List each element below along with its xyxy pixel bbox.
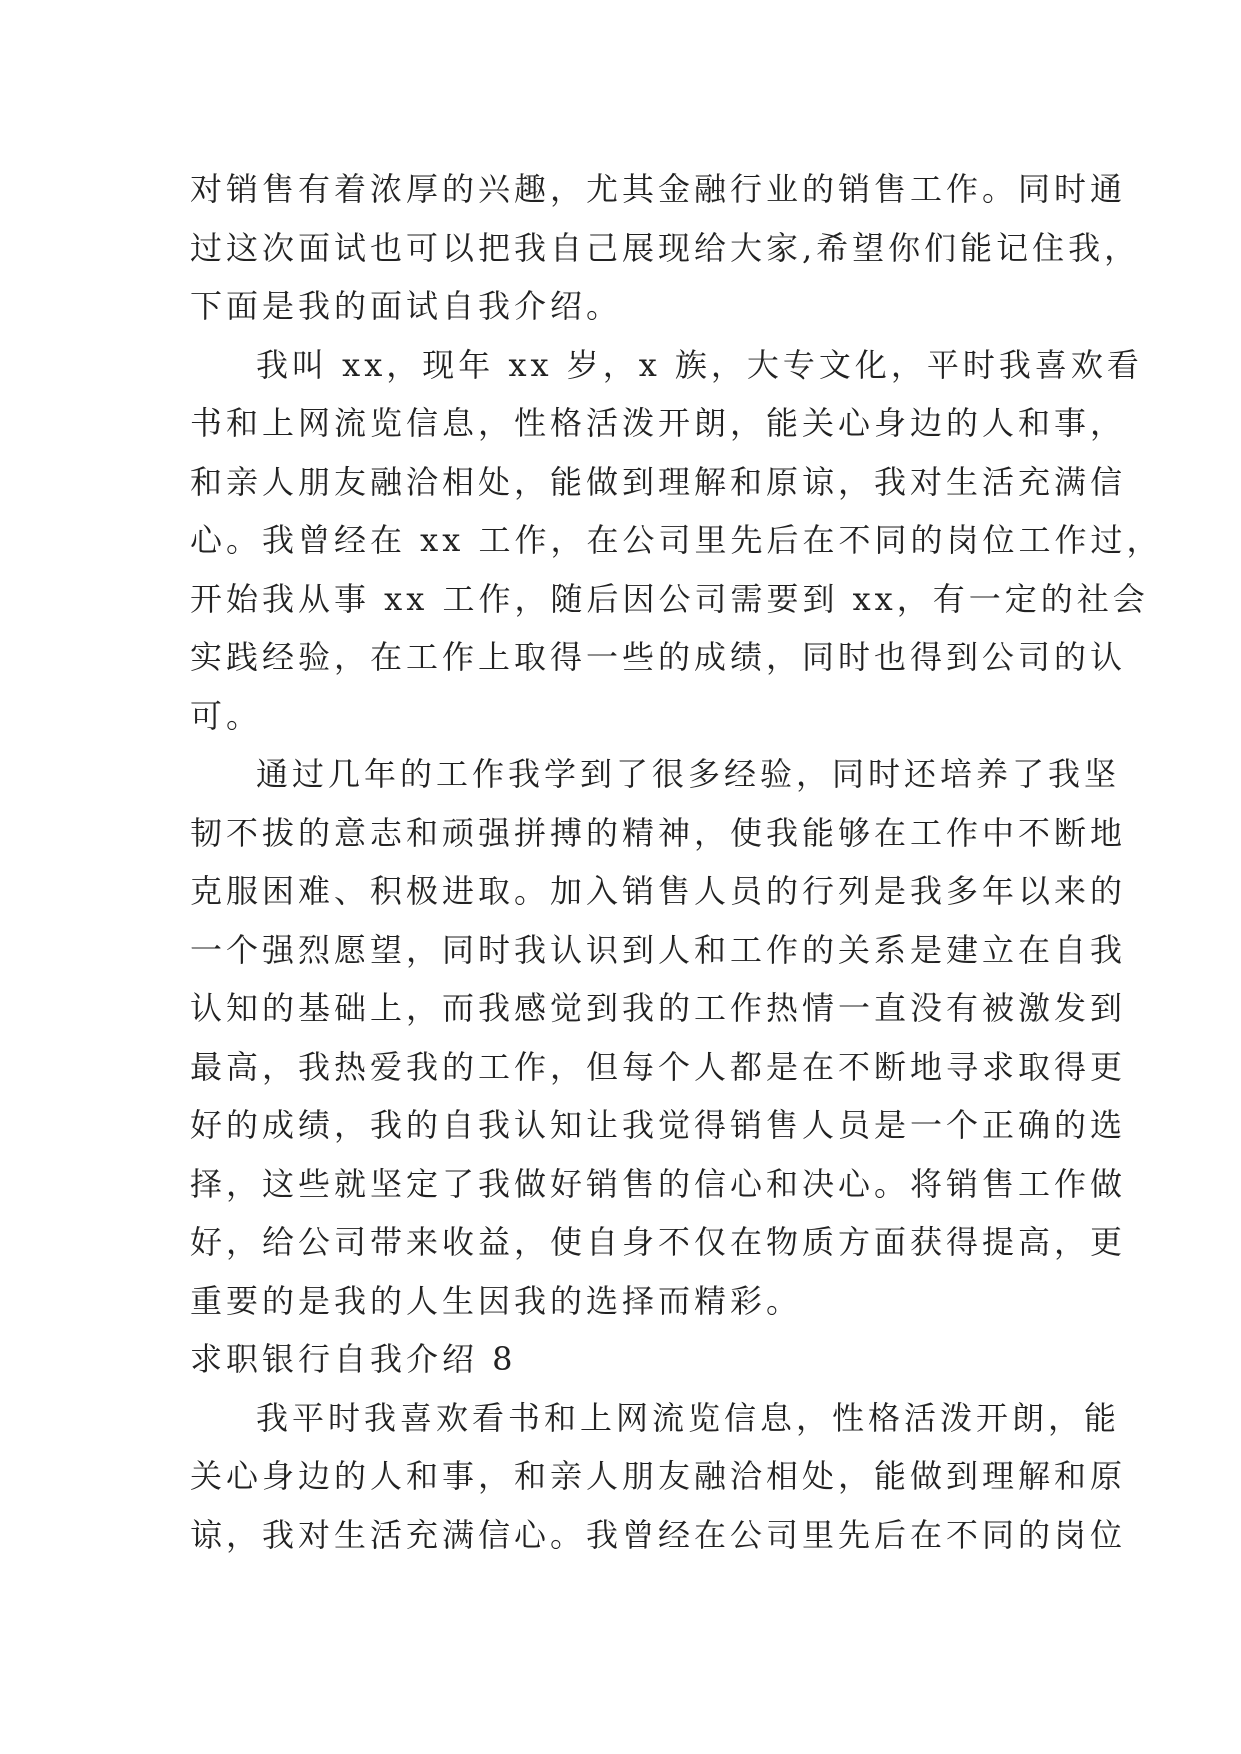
heading-text: 求职银行自我介绍 8: [190, 1340, 517, 1378]
text-line: 克服困难、积极进取。加入销售人员的行列是我多年以来的: [190, 872, 1127, 910]
text-line: 韧不拔的意志和顽强拼搏的精神，使我能够在工作中不断地: [190, 813, 1127, 852]
text-line: 对销售有着浓厚的兴趣，尤其金融行业的销售工作。同时通: [190, 170, 1127, 208]
text-line: 心。我曾经在 xx 工作，在公司里先后在不同的岗位工作过，: [190, 521, 1163, 559]
text-line: 我平时我喜欢看书和上网流览信息，性格活泼开朗，能: [256, 1398, 1121, 1437]
text-line: 一个强烈愿望，同时我认识到人和工作的关系是建立在自我: [190, 930, 1127, 969]
text-line: 好，给公司带来收益，使自身不仅在物质方面获得提高，更: [190, 1223, 1127, 1261]
text-line: 重要的是我的人生因我的选择而精彩。: [190, 1281, 803, 1320]
text-line: 认知的基础上，而我感觉到我的工作热情一直没有被激发到: [190, 989, 1127, 1027]
text-line: 我叫 xx，现年 xx 岁，x 族，大专文化，平时我喜欢看: [256, 345, 1143, 384]
text-line: 可。: [190, 696, 263, 735]
paragraph: [190, 1389, 1127, 1565]
text-line: 好的成绩，我的自我认知让我觉得销售人员是一个正确的选: [190, 1106, 1127, 1144]
text-line: 通过几年的工作我学到了很多经验，同时还培养了我坚: [256, 755, 1121, 793]
document-body: [190, 160, 1163, 1564]
paragraph: [190, 745, 1127, 1330]
text-line: 开始我从事 xx 工作，随后因公司需要到 xx，有一定的社会: [190, 579, 1149, 618]
text-line: 书和上网流览信息，性格活泼开朗，能关心身边的人和事，: [190, 404, 1127, 442]
text-line: 择，这些就坚定了我做好销售的信心和决心。将销售工作做: [190, 1164, 1127, 1203]
text-line: 最高，我热爱我的工作，但每个人都是在不断地寻求取得更: [190, 1047, 1127, 1086]
paragraph: [190, 336, 1163, 746]
text-line: 实践经验，在工作上取得一些的成绩，同时也得到公司的认: [190, 638, 1127, 676]
paragraph: [190, 160, 1141, 336]
text-line: 关心身边的人和事，和亲人朋友融洽相处，能做到理解和原: [190, 1457, 1127, 1495]
text-line: 过这次面试也可以把我自己展现给大家,希望你们能记住我，: [190, 228, 1141, 267]
text-line: 谅，我对生活充满信心。我曾经在公司里先后在不同的岗位: [190, 1515, 1127, 1554]
text-line: 和亲人朋友融洽相处，能做到理解和原谅，我对生活充满信: [190, 462, 1127, 501]
section-heading: [190, 1330, 1090, 1389]
text-line: 下面是我的面试自我介绍。: [190, 287, 623, 325]
